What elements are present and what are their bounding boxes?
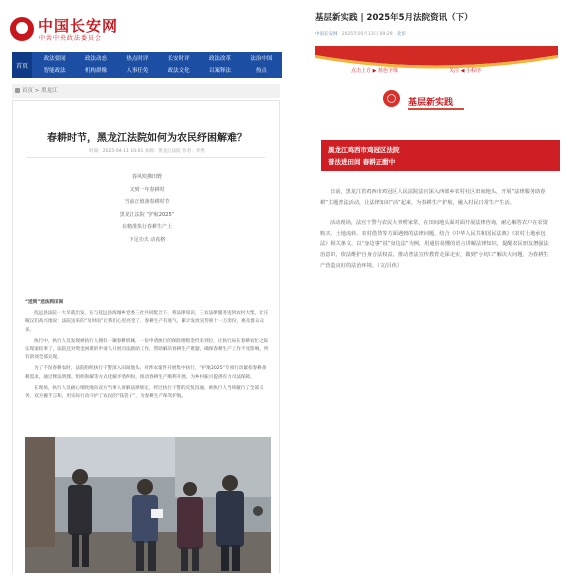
article-text [320, 187, 553, 281]
article-paragraph: 活动现场，法官干警与农民大爷唠家常，在田间地头面对面开展法律咨询，耐心解答农户在农资购买、土地流转、农村借贷等方面遇到的法律问题，结合《中华人民共和国民法典》《农村土地承包法》相关条文，以“身边事”说“身边法”为例，用通俗易懂的语言讲解法律知识，提醒农民朋友增强法治意识，依法维护自身合法权益，推动普法宣传教育走深走实，做到“小切口”解决大问题，为春耕生产营造良好的法治环境。（文/吕侠） [320, 220, 549, 269]
nav-item[interactable]: 政法要闻 [43, 56, 66, 62]
article-paragraph: 为了不误春耕农时，法院组织执行干警深入田间地头，对涉农案件开展集中执行，“护航2025”专项行动紧扣春耕备耕需求，通过释法明理、组织和解等方式化解矛盾纠纷，推动春耕生产顺利开展，为乡村振兴提供有力司法保障。 [25, 366, 267, 380]
article-meta [315, 31, 406, 37]
follow-hint-right[interactable]: 关注 ◀ 小程序 [449, 68, 482, 74]
photo-illustration [25, 437, 271, 573]
site-header [8, 8, 284, 48]
nav-item[interactable]: 以案释法 [208, 68, 231, 74]
nav-item[interactable]: 政法文化 [167, 68, 190, 74]
article-source[interactable]: 中国长安网 [315, 32, 338, 37]
headline-line-1: 黑龙江鸡西市鸡冠区法院 [328, 146, 400, 154]
follow-banner [315, 46, 558, 144]
left-article-screenshot [8, 8, 284, 573]
right-article-screenshot [307, 8, 560, 573]
nav-item[interactable]: 智能政法 [43, 68, 66, 74]
article-title: 春耕时节，黑龙江法院如何为农民纾困解难？ [47, 133, 247, 144]
nav-item[interactable]: 法治中国 [250, 56, 273, 62]
article-paragraph: 执行中，执行人员发现被执行人拥有一辆春耕机械，一份申请执行的保险理赔金仍未到位，让执行局在春耕农忙之际实现案结事了，法院还对资金困难的申请人开展司法救助工作，帮助解决春耕生产难题，确保春耕生产工作不受影响，所有款项全部兑现。 [25, 338, 269, 361]
section-heading: 基层新实践 [408, 98, 454, 108]
breadcrumb-path[interactable]: 首页 > 黑龙江 [22, 88, 58, 94]
article-body [12, 100, 280, 573]
article-title: 基层新实践 | 2025年5月法院资讯（下） [315, 13, 473, 23]
divider [27, 157, 265, 158]
home-icon [15, 88, 20, 93]
poem-line: 又到一年春耕时 [129, 186, 165, 193]
article-paragraph: 日前，黑龙江省鸡西市鸡冠区人民法院法官深入西郊乡农村社区田间地头，开展“法律服务助春耕”主题普法活动，让法律知识“活”起来，为春耕生产护航，融入村民日常生产生活。 [320, 189, 546, 206]
article-paragraph: 在现场，执行人员耐心细致地向双方当事人讲解法律规定，经过执行干警的反复沟通，被执行人当场履行了全部义务，双方握手言和，用实际行动守护了农民的“钱袋子”，为春耕生产保驾护航。 [25, 385, 264, 400]
nav-item[interactable]: 机构群像 [84, 68, 107, 74]
site-logo-title[interactable]: 中国长安网 [38, 17, 119, 35]
poem-line: 黑龙江法院 “护航2025” [119, 211, 175, 218]
article-paragraph: 抚远县法院一大早就出发，在与抚远县海城乡党委三社共同配合下，将法律知识、三农法律服务送到农村大集，让庄稼汉们高兴地说：法院送来的“及时雨”让我们心里亮堂了，春耕生产有底气，累计发放宣传册十一万余份，惠及群众众多。 [25, 311, 269, 333]
poem-line: 下足功夫 动真格 [128, 236, 166, 243]
nav-item[interactable]: 政法改革 [208, 56, 231, 62]
nav-item[interactable]: 热点 [255, 68, 267, 74]
seal-icon [383, 90, 400, 107]
nav-item[interactable]: 政法动态 [84, 56, 107, 62]
article-subhead: “送到”送法到田间 [25, 300, 64, 305]
nav-grid [34, 54, 282, 76]
main-nav [12, 52, 282, 78]
site-logo-subtitle: 中共中央政法委员会 [39, 35, 103, 42]
news-headline-box [321, 140, 560, 171]
poem-line: 春风吹拂田野 [131, 174, 162, 180]
poem-line: 在精准执行春耕生产上 [121, 224, 172, 230]
section-underline [408, 108, 464, 110]
article-text [25, 299, 269, 404]
article-photo [25, 437, 271, 573]
article-date: 2025年05月13日 09:29 [341, 32, 393, 37]
article-poem [13, 171, 281, 246]
article-author[interactable]: 北岸 [396, 32, 406, 37]
nav-item[interactable]: 人事任免 [126, 68, 149, 74]
nav-item[interactable]: 热点时评 [126, 56, 149, 62]
breadcrumb [12, 84, 280, 98]
headline-line-2: 普法进田间 春耕正酣中 [328, 158, 396, 166]
nav-home[interactable]: 首页 [12, 52, 32, 78]
article-meta: 时间：2025-04-11 10:01 来源：黑龙江法院 作者：李然 [89, 149, 205, 154]
poem-line: 当前正值备春耕时节 [124, 199, 170, 205]
follow-hint-left[interactable]: 点击上方 ▶ 蓝色字体 [351, 68, 399, 74]
nav-item[interactable]: 长安时评 [167, 56, 190, 62]
site-logo-icon[interactable] [10, 17, 34, 41]
